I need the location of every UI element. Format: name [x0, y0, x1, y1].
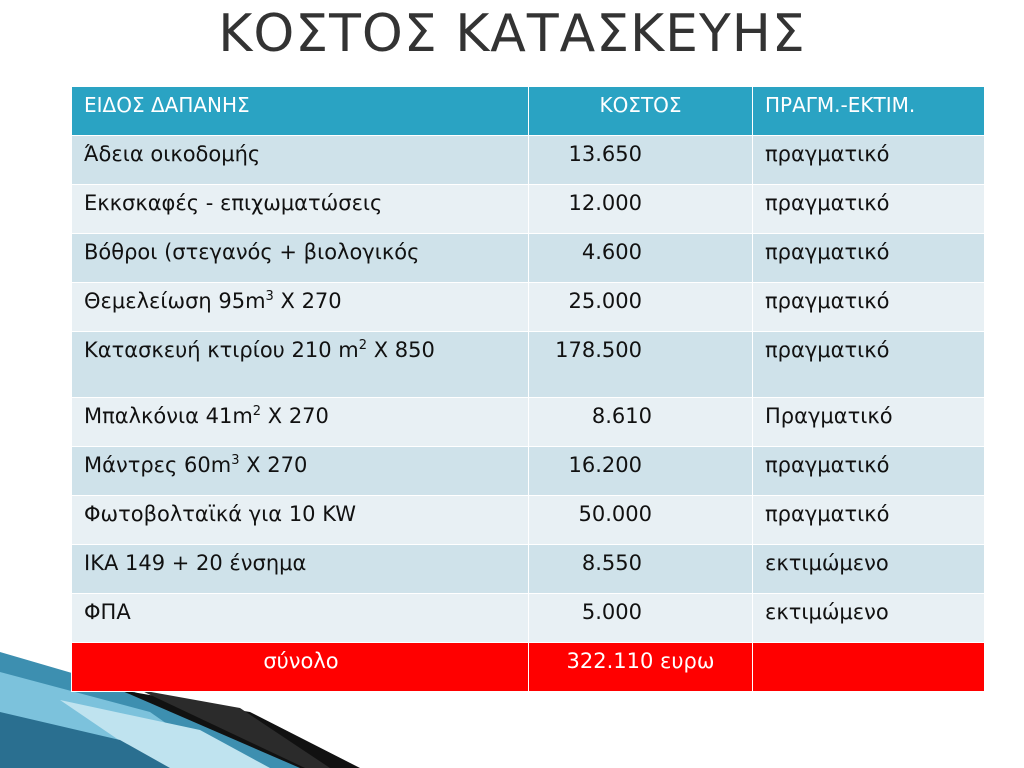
table-row: [72, 447, 985, 496]
cell-type: Πραγματικό: [753, 398, 985, 447]
cell-type: πραγματικό: [753, 332, 985, 398]
table-row: [72, 136, 985, 185]
table-row: [72, 234, 985, 283]
cell-item: Βόθροι (στεγανός + βιολογικός: [72, 234, 529, 283]
slide-title: ΚΟΣΤΟΣ ΚΑΤΑΣΚΕΥΗΣ: [218, 4, 806, 64]
item-text: Θεμελείωση 95m: [84, 289, 266, 313]
cell-type: πραγματικό: [753, 136, 985, 185]
table-row: [72, 496, 985, 545]
item-text-suffix: Χ 270: [273, 289, 342, 313]
table-row: [72, 283, 985, 332]
item-superscript: 3: [265, 289, 274, 304]
cell-item: [72, 332, 529, 398]
item-text-suffix: Χ 270: [239, 453, 308, 477]
total-type: [753, 643, 985, 692]
total-value: 322.110 ευρω: [529, 643, 753, 692]
item-superscript: 3: [231, 453, 240, 468]
cell-item: Φωτοβολταϊκά για 10 KW: [72, 496, 529, 545]
cell-cost: 8.610: [529, 398, 753, 447]
cell-cost: 12.000: [529, 185, 753, 234]
item-superscript: 2: [252, 404, 262, 419]
item-text: Μάντρες 60m: [84, 453, 232, 477]
item-text-suffix: Χ 850: [367, 338, 435, 362]
cell-cost: 13.650: [529, 136, 753, 185]
cell-type: εκτιμώμενο: [753, 545, 985, 594]
cell-cost: 25.000: [529, 283, 753, 332]
cell-item: [72, 283, 529, 332]
table-header-row: [72, 87, 985, 136]
cell-cost: 8.550: [529, 545, 753, 594]
table-row: [72, 398, 985, 447]
cell-item: Εκκσκαφές - επιχωματώσεις: [72, 185, 529, 234]
cell-type: εκτιμώμενο: [753, 594, 985, 643]
header-cost: ΚΟΣΤΟΣ: [529, 87, 753, 136]
cell-type: πραγματικό: [753, 447, 985, 496]
cell-type: πραγματικό: [753, 234, 985, 283]
cell-item: ΦΠΑ: [72, 594, 529, 643]
cell-item: Άδεια οικοδομής: [72, 136, 529, 185]
cell-item: ΙΚΑ 149 + 20 ένσημα: [72, 545, 529, 594]
item-text-suffix: Χ 270: [261, 404, 329, 428]
total-label: σύνολο: [72, 643, 529, 692]
cell-cost: 178.500: [529, 332, 753, 398]
cell-type: πραγματικό: [753, 185, 985, 234]
cell-type: πραγματικό: [753, 283, 985, 332]
cell-cost: 50.000: [529, 496, 753, 545]
header-expense-type: ΕΙΔΟΣ ΔΑΠΑΝΗΣ: [72, 87, 529, 136]
total-row: [72, 643, 985, 692]
item-text: Μπαλκόνια 41m: [84, 404, 253, 428]
item-text: Κατασκευή κτιρίου 210 m: [84, 338, 359, 362]
cell-cost: 4.600: [529, 234, 753, 283]
cell-cost: 16.200: [529, 447, 753, 496]
cell-type: πραγματικό: [753, 496, 985, 545]
table-row: [72, 545, 985, 594]
table-row: [72, 332, 985, 398]
header-real-estimated: ΠΡΑΓΜ.-ΕΚΤΙΜ.: [753, 87, 985, 136]
cell-item: [72, 398, 529, 447]
cost-table: [71, 86, 985, 692]
table-row: [72, 594, 985, 643]
cell-item: [72, 447, 529, 496]
item-superscript: 2: [358, 338, 368, 353]
cell-cost: 5.000: [529, 594, 753, 643]
table-row: [72, 185, 985, 234]
